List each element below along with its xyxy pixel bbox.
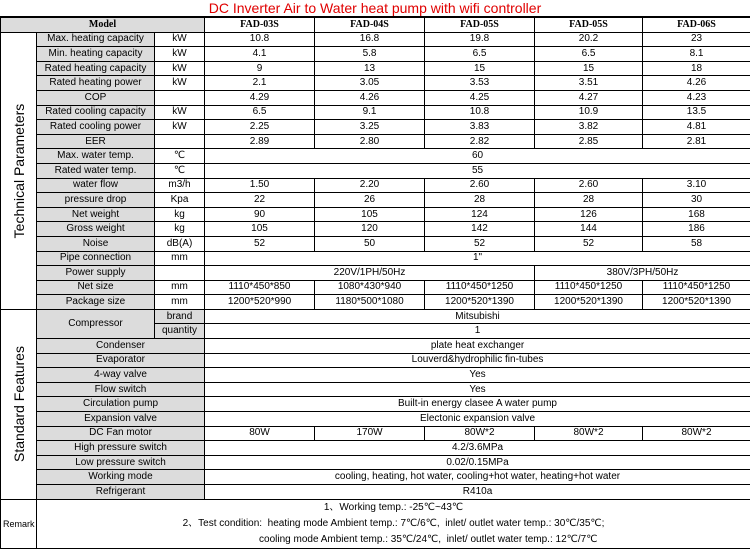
param-label: High pressure switch xyxy=(37,441,205,456)
param-value: Louverd&hydrophilic fin-tubes xyxy=(205,353,750,368)
param-value: 1110*450*1250 xyxy=(425,280,535,295)
param-value: 55 xyxy=(205,163,750,178)
param-value: 124 xyxy=(425,207,535,222)
param-value: 50 xyxy=(315,236,425,251)
param-value: 1110*450*1250 xyxy=(643,280,750,295)
param-value: 16.8 xyxy=(315,32,425,47)
model-name: FAD-03S xyxy=(205,18,315,33)
param-label: Working mode xyxy=(37,470,205,485)
table-row xyxy=(1,178,750,193)
param-unit: kW xyxy=(155,105,205,120)
param-value: 2.1 xyxy=(205,76,315,91)
param-value: 80W*2 xyxy=(643,426,750,441)
param-value: Built-in energy clasee A water pump xyxy=(205,397,750,412)
param-value: 13 xyxy=(315,61,425,76)
param-value: 10.8 xyxy=(205,32,315,47)
param-label: Compressor xyxy=(37,309,155,338)
table-row xyxy=(1,295,750,310)
param-label: Net size xyxy=(37,280,155,295)
param-value: 26 xyxy=(315,193,425,208)
param-value: 60 xyxy=(205,149,750,164)
table-row xyxy=(1,163,750,178)
param-value: 6.5 xyxy=(425,47,535,62)
table-row xyxy=(1,222,750,237)
param-label: Flow switch xyxy=(37,382,205,397)
param-value: 142 xyxy=(425,222,535,237)
param-unit: kW xyxy=(155,76,205,91)
param-value: 80W*2 xyxy=(425,426,535,441)
param-value: 220V/1PH/50Hz xyxy=(205,266,535,281)
param-value: 3.25 xyxy=(315,120,425,135)
param-value: 18 xyxy=(643,61,750,76)
param-value: 2.60 xyxy=(425,178,535,193)
table-row xyxy=(1,470,750,485)
param-value: 9 xyxy=(205,61,315,76)
param-value: 30 xyxy=(643,193,750,208)
table-row xyxy=(1,339,750,354)
param-value: R410a xyxy=(205,485,750,500)
table-row xyxy=(1,455,750,470)
param-value: 20.2 xyxy=(535,32,643,47)
param-value: 1200*520*1390 xyxy=(643,295,750,310)
param-value: 6.5 xyxy=(205,105,315,120)
remark-content xyxy=(37,499,750,548)
param-value: 4.27 xyxy=(535,90,643,105)
remark-line: 2、Test condition: heating mode Ambient temp.: 7℃/6℃, inlet/ outlet water temp.: 30℃/35℃; xyxy=(182,517,605,529)
param-label: water flow xyxy=(37,178,155,193)
param-value: 1" xyxy=(205,251,750,266)
param-value: 4.1 xyxy=(205,47,315,62)
param-label: Low pressure switch xyxy=(37,455,205,470)
param-value: 3.82 xyxy=(535,120,643,135)
param-value: 170W xyxy=(315,426,425,441)
param-value: Mitsubishi xyxy=(205,309,750,324)
table-row xyxy=(1,266,750,281)
param-value: 168 xyxy=(643,207,750,222)
param-value: 144 xyxy=(535,222,643,237)
table-row xyxy=(1,353,750,368)
param-unit: kW xyxy=(155,32,205,47)
param-value: 3.05 xyxy=(315,76,425,91)
param-value: cooling, heating, hot water, cooling+hot water, heating+hot water xyxy=(205,470,750,485)
table-row xyxy=(1,90,750,105)
param-value: 1200*520*990 xyxy=(205,295,315,310)
param-value: Yes xyxy=(205,368,750,383)
param-label: COP xyxy=(37,90,155,105)
param-unit: dB(A) xyxy=(155,236,205,251)
table-row xyxy=(1,76,750,91)
param-label: Net weight xyxy=(37,207,155,222)
table-row xyxy=(1,309,750,324)
table-row xyxy=(1,485,750,500)
param-value: 23 xyxy=(643,32,750,47)
param-label: Condenser xyxy=(37,339,205,354)
param-label: Circulation pump xyxy=(37,397,205,412)
param-value: 2.82 xyxy=(425,134,535,149)
param-unit: kW xyxy=(155,47,205,62)
param-value: 1.50 xyxy=(205,178,315,193)
param-value: 1180*500*1080 xyxy=(315,295,425,310)
param-label: Rated heating capacity xyxy=(37,61,155,76)
param-unit xyxy=(155,266,205,281)
param-value: 2.80 xyxy=(315,134,425,149)
param-unit: Kpa xyxy=(155,193,205,208)
section-standard xyxy=(1,309,37,499)
param-label: Power supply xyxy=(37,266,155,281)
param-unit: ℃ xyxy=(155,163,205,178)
param-label: DC Fan motor xyxy=(37,426,205,441)
param-value: 3.83 xyxy=(425,120,535,135)
param-label: 4-way valve xyxy=(37,368,205,383)
param-value: 186 xyxy=(643,222,750,237)
model-name: FAD-05S xyxy=(425,18,535,33)
param-value: 15 xyxy=(425,61,535,76)
header-row xyxy=(1,18,750,33)
table-row xyxy=(1,61,750,76)
param-unit: mm xyxy=(155,295,205,310)
param-unit: mm xyxy=(155,280,205,295)
param-value: 80W*2 xyxy=(535,426,643,441)
param-value: 10.9 xyxy=(535,105,643,120)
param-label: Expansion valve xyxy=(37,412,205,427)
param-value: Electonic expansion valve xyxy=(205,412,750,427)
param-value: 4.25 xyxy=(425,90,535,105)
param-unit: kg xyxy=(155,207,205,222)
param-unit xyxy=(155,90,205,105)
table-row xyxy=(1,105,750,120)
param-value: 105 xyxy=(205,222,315,237)
param-value: 90 xyxy=(205,207,315,222)
param-label: pressure drop xyxy=(37,193,155,208)
param-value: 9.1 xyxy=(315,105,425,120)
param-value: 1200*520*1390 xyxy=(535,295,643,310)
table-row xyxy=(1,441,750,456)
param-value: 13.5 xyxy=(643,105,750,120)
section-technical xyxy=(1,32,37,309)
table-row xyxy=(1,368,750,383)
param-value: 19.8 xyxy=(425,32,535,47)
param-value: 105 xyxy=(315,207,425,222)
param-label: Rated cooling capacity xyxy=(37,105,155,120)
param-label: Package size xyxy=(37,295,155,310)
remark-row xyxy=(1,499,750,548)
remark-label: Remark xyxy=(1,499,37,548)
table-row xyxy=(1,236,750,251)
param-value: 52 xyxy=(425,236,535,251)
param-value: 2.25 xyxy=(205,120,315,135)
model-name: FAD-06S xyxy=(643,18,750,33)
param-label: EER xyxy=(37,134,155,149)
param-value: 2.89 xyxy=(205,134,315,149)
param-label: Max. water temp. xyxy=(37,149,155,164)
param-value: 5.8 xyxy=(315,47,425,62)
param-value: 3.51 xyxy=(535,76,643,91)
table-row xyxy=(1,207,750,222)
param-sublabel: quantity xyxy=(155,324,205,339)
param-value: 2.81 xyxy=(643,134,750,149)
param-unit: ℃ xyxy=(155,149,205,164)
param-unit: kW xyxy=(155,61,205,76)
param-value: 4.29 xyxy=(205,90,315,105)
param-label: Refrigerant xyxy=(37,485,205,500)
param-label: Gross weight xyxy=(37,222,155,237)
param-value: 80W xyxy=(205,426,315,441)
param-value: 52 xyxy=(205,236,315,251)
table-row xyxy=(1,149,750,164)
param-label: Max. heating capacity xyxy=(37,32,155,47)
param-value: 4.81 xyxy=(643,120,750,135)
section-technical-label: Technical Parameters xyxy=(10,103,27,239)
param-value: 3.53 xyxy=(425,76,535,91)
param-value: 4.2/3.6MPa xyxy=(205,441,750,456)
param-value: 28 xyxy=(535,193,643,208)
param-value: 52 xyxy=(535,236,643,251)
param-value: 1080*430*940 xyxy=(315,280,425,295)
param-label: Rated heating power xyxy=(37,76,155,91)
param-value: 4.26 xyxy=(315,90,425,105)
param-label: Pipe connection xyxy=(37,251,155,266)
table-row xyxy=(1,32,750,47)
spec-table xyxy=(0,17,750,549)
param-value: 10.8 xyxy=(425,105,535,120)
param-value: 4.23 xyxy=(643,90,750,105)
table-row xyxy=(1,120,750,135)
param-value: 58 xyxy=(643,236,750,251)
param-value: 0.02/0.15MPa xyxy=(205,455,750,470)
param-value: 1200*520*1390 xyxy=(425,295,535,310)
table-row xyxy=(1,280,750,295)
param-label: Min. heating capacity xyxy=(37,47,155,62)
param-value: 8.1 xyxy=(643,47,750,62)
param-value: 2.20 xyxy=(315,178,425,193)
param-value: 4.26 xyxy=(643,76,750,91)
remark-line: 1、Working temp.: -25℃~43℃ xyxy=(323,501,464,513)
param-value: plate heat exchanger xyxy=(205,339,750,354)
table-row xyxy=(1,193,750,208)
model-label: Model xyxy=(1,18,205,33)
table-row xyxy=(1,47,750,62)
param-value: 126 xyxy=(535,207,643,222)
model-name: FAD-04S xyxy=(315,18,425,33)
param-value: 120 xyxy=(315,222,425,237)
sheet-title: DC Inverter Air to Water heat pump with wifi controller xyxy=(0,0,750,17)
param-value: 22 xyxy=(205,193,315,208)
param-value: 2.85 xyxy=(535,134,643,149)
param-value: 3.10 xyxy=(643,178,750,193)
table-row xyxy=(1,426,750,441)
table-row xyxy=(1,251,750,266)
param-label: Rated water temp. xyxy=(37,163,155,178)
table-row xyxy=(1,397,750,412)
param-value: Yes xyxy=(205,382,750,397)
param-value: 380V/3PH/50Hz xyxy=(535,266,750,281)
remark-line: cooling mode Ambient temp.: 35℃/24℃, inlet/ outlet water temp.: 12℃/7℃ xyxy=(189,533,598,545)
param-value: 28 xyxy=(425,193,535,208)
param-value: 1 xyxy=(205,324,750,339)
param-value: 2.60 xyxy=(535,178,643,193)
table-row xyxy=(1,134,750,149)
param-unit: m3/h xyxy=(155,178,205,193)
model-name: FAD-05S xyxy=(535,18,643,33)
param-value: 15 xyxy=(535,61,643,76)
param-unit: kW xyxy=(155,120,205,135)
table-row xyxy=(1,412,750,427)
table-row xyxy=(1,382,750,397)
param-label: Rated cooling power xyxy=(37,120,155,135)
param-value: 6.5 xyxy=(535,47,643,62)
param-label: Evaporator xyxy=(37,353,205,368)
param-value: 1110*450*1250 xyxy=(535,280,643,295)
param-unit: mm xyxy=(155,251,205,266)
param-sublabel: brand xyxy=(155,309,205,324)
param-unit xyxy=(155,134,205,149)
param-value: 1110*450*850 xyxy=(205,280,315,295)
param-unit: kg xyxy=(155,222,205,237)
section-standard-label: Standard Features xyxy=(10,346,27,463)
param-label: Noise xyxy=(37,236,155,251)
